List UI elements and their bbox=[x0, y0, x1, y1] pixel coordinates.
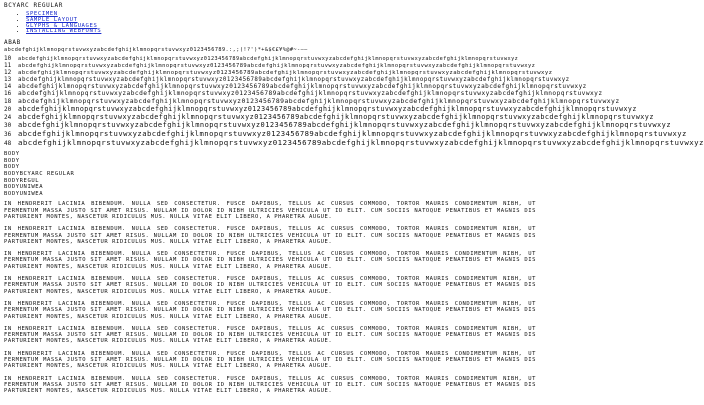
paragraph-section bbox=[4, 201, 536, 394]
waterfall-size: 11 bbox=[4, 62, 12, 70]
waterfall-row bbox=[4, 138, 704, 148]
style-stack bbox=[4, 151, 536, 197]
style-stack-line: BODYBCYARC REGULAR bbox=[4, 170, 75, 177]
nav-link-installing-webfonts[interactable]: INSTALLING WEBFONTS bbox=[26, 28, 102, 35]
waterfall-sample: abcdefghijklmnopqrstuvwxyzabcdefghijklmnopqrstuvwxyz0123456789abcdefghijklmnopqrstuvwxyzabcdefghijklmnopqrstuvwxyzabcdefghijklmnopqrstuvwxyz bbox=[18, 56, 519, 63]
waterfall-row bbox=[4, 69, 553, 77]
nav-link-specimen[interactable]: SPECIMEN bbox=[26, 11, 58, 17]
waterfall-sample: abcdefghijklmnopqrstuvwxyzabcdefghijklmnopqrstuvwxyz0123456789abcdefghijklmnopqrstuvwxyzabcdefghijklmnopqrstuvwxyzabcdefghijklmnopqrstuvwxyz bbox=[18, 83, 587, 91]
waterfall-sample: abcdefghijklmnopqrstuvwxyzabcdefghijklmnopqrstuvwxyz0123456789abcdefghijklmnopqrstuvwxyzabcdefghijklmnopqrstuvwxyzabcdefghijklmnopqrstuvwxyz bbox=[18, 97, 620, 106]
nav-list bbox=[4, 12, 536, 35]
waterfall-sample: abcdefghijklmnopqrstuvwxyzabcdefghijklmnopqrstuvwxyz0123456789abcdefghijklmnopqrstuvwxyzabcdefghijklmnopqrstuvwxyzabcdefghijklmnopqrstuvwxyz bbox=[18, 63, 536, 70]
style-stack-line: BODY bbox=[4, 164, 20, 171]
waterfall-sample: abcdefghijklmnopqrstuvwxyzabcdefghijklmnopqrstuvwxyz0123456789abcdefghijklmnopqrstuvwxyzabcdefghijklmnopqrstuvwxyzabcdefghijklmnopqrstuvwxyz bbox=[18, 90, 603, 98]
nav-link-glyphs-languages[interactable]: GLYPHS & LANGUAGES bbox=[26, 22, 98, 29]
nav-link-sample-layout[interactable]: SAMPLE LAYOUT bbox=[26, 16, 78, 23]
waterfall-size: 48 bbox=[4, 140, 12, 148]
waterfall-sample: abcdefghijklmnopqrstuvwxyzabcdefghijklmnopqrstuvwxyz0123456789abcdefghijklmnopqrstuvwxyzabcdefghijklmnopqrstuvwxyzabcdefghijklmnopqrstuvwxyz bbox=[18, 77, 570, 84]
waterfall-sample: abcdefghijklmnopqrstuvwxyzabcdefghijklmnopqrstuvwxyz0123456789abcdefghijklmnopqrstuvwxyzabcdefghijklmnopqrstuvwxyzabcdefghijklmnopqrstuvwxyz bbox=[18, 113, 654, 122]
sample-paragraph: IN HENDRERIT LACINIA BIBENDUM. NULLA SED CONSECTETUR. FUSCE DAPIBUS, TELLUS AC CURSUS COMMODO, TORTOR MAURIS CONDIMENTUM NIBH, UT FERMENTUM MASSA JUSTO SIT AMET RISUS. NULLAM ID DOLOR ID NIBH ULTRICIES VEHICULA UT ID ELIT. CUM SOCIIS NATOQUE PENATIBUS ET MAGNIS DIS PARTURIENT MONTES, NASCETUR RIDICULUS MUS. NULLA VITAE ELIT LIBERO, A PHARETRA AUGUE. bbox=[4, 350, 536, 370]
waterfall bbox=[4, 55, 704, 148]
waterfall-size: 20 bbox=[4, 106, 12, 114]
sample-paragraph: IN HENDRERIT LACINIA BIBENDUM. NULLA SED CONSECTETUR. FUSCE DAPIBUS, TELLUS AC CURSUS COMMODO, TORTOR MAURIS CONDIMENTUM NIBH, UT FERMENTUM MASSA JUSTO SIT AMET RISUS. NULLAM ID DOLOR ID NIBH ULTRICIES VEHICULA UT ID ELIT. CUM SOCIIS NATOQUE PENATIBUS ET MAGNIS DIS PARTURIENT MONTES, NASCETUR RIDICULUS MUS. NULLA VITAE ELIT LIBERO, A PHARETRA AUGUE. bbox=[4, 375, 536, 395]
waterfall-sample: abcdefghijklmnopqrstuvwxyzabcdefghijklmnopqrstuvwxyz0123456789abcdefghijklmnopqrstuvwxyzabcdefghijklmnopqrstuvwxyzabcdefghijklmnopqrstuvwxyz bbox=[18, 105, 637, 114]
sample-paragraph: IN HENDRERIT LACINIA BIBENDUM. NULLA SED CONSECTETUR. FUSCE DAPIBUS, TELLUS AC CURSUS COMMODO, TORTOR MAURIS CONDIMENTUM NIBH, UT FERMENTUM MASSA JUSTO SIT AMET RISUS. NULLAM ID DOLOR ID NIBH ULTRICIES VEHICULA UT ID ELIT. CUM SOCIIS NATOQUE PENATIBUS ET MAGNIS DIS PARTURIENT MONTES, NASCETUR RIDICULUS MUS. NULLA VITAE ELIT LIBERO, A PHARETRA AUGUE. bbox=[4, 276, 536, 295]
style-stack-line: BODYREGUL bbox=[4, 177, 40, 184]
sample-paragraph: IN HENDRERIT LACINIA BIBENDUM. NULLA SED CONSECTETUR. FUSCE DAPIBUS, TELLUS AC CURSUS COMMODO, TORTOR MAURIS CONDIMENTUM NIBH, UT FERMENTUM MASSA JUSTO SIT AMET RISUS. NULLAM ID DOLOR ID NIBH ULTRICIES VEHICULA UT ID ELIT. CUM SOCIIS NATOQUE PENATIBUS ET MAGNIS DIS PARTURIENT MONTES, NASCETUR RIDICULUS MUS. NULLA VITAE ELIT LIBERO, A PHARETRA AUGUE. bbox=[4, 325, 536, 345]
waterfall-size: 36 bbox=[4, 131, 12, 139]
waterfall-row bbox=[4, 76, 570, 84]
waterfall-row bbox=[4, 105, 637, 114]
sample-paragraph: IN HENDRERIT LACINIA BIBENDUM. NULLA SED CONSECTETUR. FUSCE DAPIBUS, TELLUS AC CURSUS COMMODO, TORTOR MAURIS CONDIMENTUM NIBH, UT FERMENTUM MASSA JUSTO SIT AMET RISUS. NULLAM ID DOLOR ID NIBH ULTRICIES VEHICULA UT ID ELIT. CUM SOCIIS NATOQUE PENATIBUS ET MAGNIS DIS PARTURIENT MONTES, NASCETUR RIDICULUS MUS. NULLA VITAE ELIT LIBERO, A PHARETRA AUGUE. bbox=[4, 201, 536, 220]
style-stack-line: BODYUNIWEA bbox=[4, 190, 44, 197]
waterfall-size: 16 bbox=[4, 90, 12, 98]
waterfall-row bbox=[4, 83, 587, 91]
nav-item-installing-webfonts bbox=[26, 29, 536, 35]
style-stack-line: BODYUNIWEA bbox=[4, 184, 44, 191]
waterfall-sample: abcdefghijklmnopqrstuvwxyzabcdefghijklmnopqrstuvwxyz0123456789abcdefghijklmnopqrstuvwxyzabcdefghijklmnopqrstuvwxyzabcdefghijklmnopqrstuvwxyz bbox=[18, 129, 687, 139]
sample-paragraph: IN HENDRERIT LACINIA BIBENDUM. NULLA SED CONSECTETUR. FUSCE DAPIBUS, TELLUS AC CURSUS COMMODO, TORTOR MAURIS CONDIMENTUM NIBH, UT FERMENTUM MASSA JUSTO SIT AMET RISUS. NULLAM ID DOLOR ID NIBH ULTRICIES VEHICULA UT ID ELIT. CUM SOCIIS NATOQUE PENATIBUS ET MAGNIS DIS PARTURIENT MONTES, NASCETUR RIDICULUS MUS. NULLA VITAE ELIT LIBERO, A PHARETRA AUGUE. bbox=[4, 226, 536, 245]
charset-title: ABAB bbox=[4, 39, 21, 47]
style-stack-line: BODY bbox=[4, 157, 20, 164]
sample-paragraph: IN HENDRERIT LACINIA BIBENDUM. NULLA SED CONSECTETUR. FUSCE DAPIBUS, TELLUS AC CURSUS COMMODO, TORTOR MAURIS CONDIMENTUM NIBH, UT FERMENTUM MASSA JUSTO SIT AMET RISUS. NULLAM ID DOLOR ID NIBH ULTRICIES VEHICULA UT ID ELIT. CUM SOCIIS NATOQUE PENATIBUS ET MAGNIS DIS PARTURIENT MONTES, NASCETUR RIDICULUS MUS. NULLA VITAE ELIT LIBERO, A PHARETRA AUGUE. bbox=[4, 300, 536, 320]
waterfall-sample: abcdefghijklmnopqrstuvwxyzabcdefghijklmnopqrstuvwxyz0123456789abcdefghijklmnopqrstuvwxyzabcdefghijklmnopqrstuvwxyzabcdefghijklmnopqrstuvwxyz bbox=[18, 70, 553, 77]
waterfall-size: 30 bbox=[4, 122, 12, 130]
waterfall-row bbox=[4, 121, 672, 130]
waterfall-row bbox=[4, 62, 536, 69]
waterfall-sample: abcdefghijklmnopqrstuvwxyzabcdefghijklmnopqrstuvwxyz0123456789abcdefghijklmnopqrstuvwxyzabcdefghijklmnopqrstuvwxyzabcdefghijklmnopqrstuvwxyz bbox=[18, 121, 672, 130]
waterfall-row bbox=[4, 55, 536, 62]
waterfall-size: 10 bbox=[4, 55, 12, 63]
waterfall-sample: abcdefghijklmnopqrstuvwxyzabcdefghijklmnopqrstuvwxyz0123456789abcdefghijklmnopqrstuvwxyzabcdefghijklmnopqrstuvwxyzabcdefghijklmnopqrstuvwxyz bbox=[18, 138, 704, 148]
waterfall-row bbox=[4, 113, 654, 122]
waterfall-row bbox=[4, 97, 620, 106]
style-stack-line: BODY bbox=[4, 151, 20, 158]
charset-line: abcdefghijklmnopqrstuvwxyzabcdefghijklmnopqrstuvwxyz0123456789.:,;(!?')*+&$€£¥%@#~-–— bbox=[4, 47, 308, 54]
waterfall-size: 14 bbox=[4, 83, 12, 91]
waterfall-row bbox=[4, 129, 687, 139]
waterfall-size: 24 bbox=[4, 114, 12, 122]
font-title: BCYARC REGULAR bbox=[4, 2, 63, 9]
waterfall-row bbox=[4, 90, 603, 98]
waterfall-size: 12 bbox=[4, 69, 12, 77]
sample-paragraph: IN HENDRERIT LACINIA BIBENDUM. NULLA SED CONSECTETUR. FUSCE DAPIBUS, TELLUS AC CURSUS COMMODO, TORTOR MAURIS CONDIMENTUM NIBH, UT FERMENTUM MASSA JUSTO SIT AMET RISUS. NULLAM ID DOLOR ID NIBH ULTRICIES VEHICULA UT ID ELIT. CUM SOCIIS NATOQUE PENATIBUS ET MAGNIS DIS PARTURIENT MONTES, NASCETUR RIDICULUS MUS. NULLA VITAE ELIT LIBERO, A PHARETRA AUGUE. bbox=[4, 251, 536, 270]
waterfall-size: 13 bbox=[4, 76, 12, 84]
waterfall-size: 18 bbox=[4, 98, 12, 106]
